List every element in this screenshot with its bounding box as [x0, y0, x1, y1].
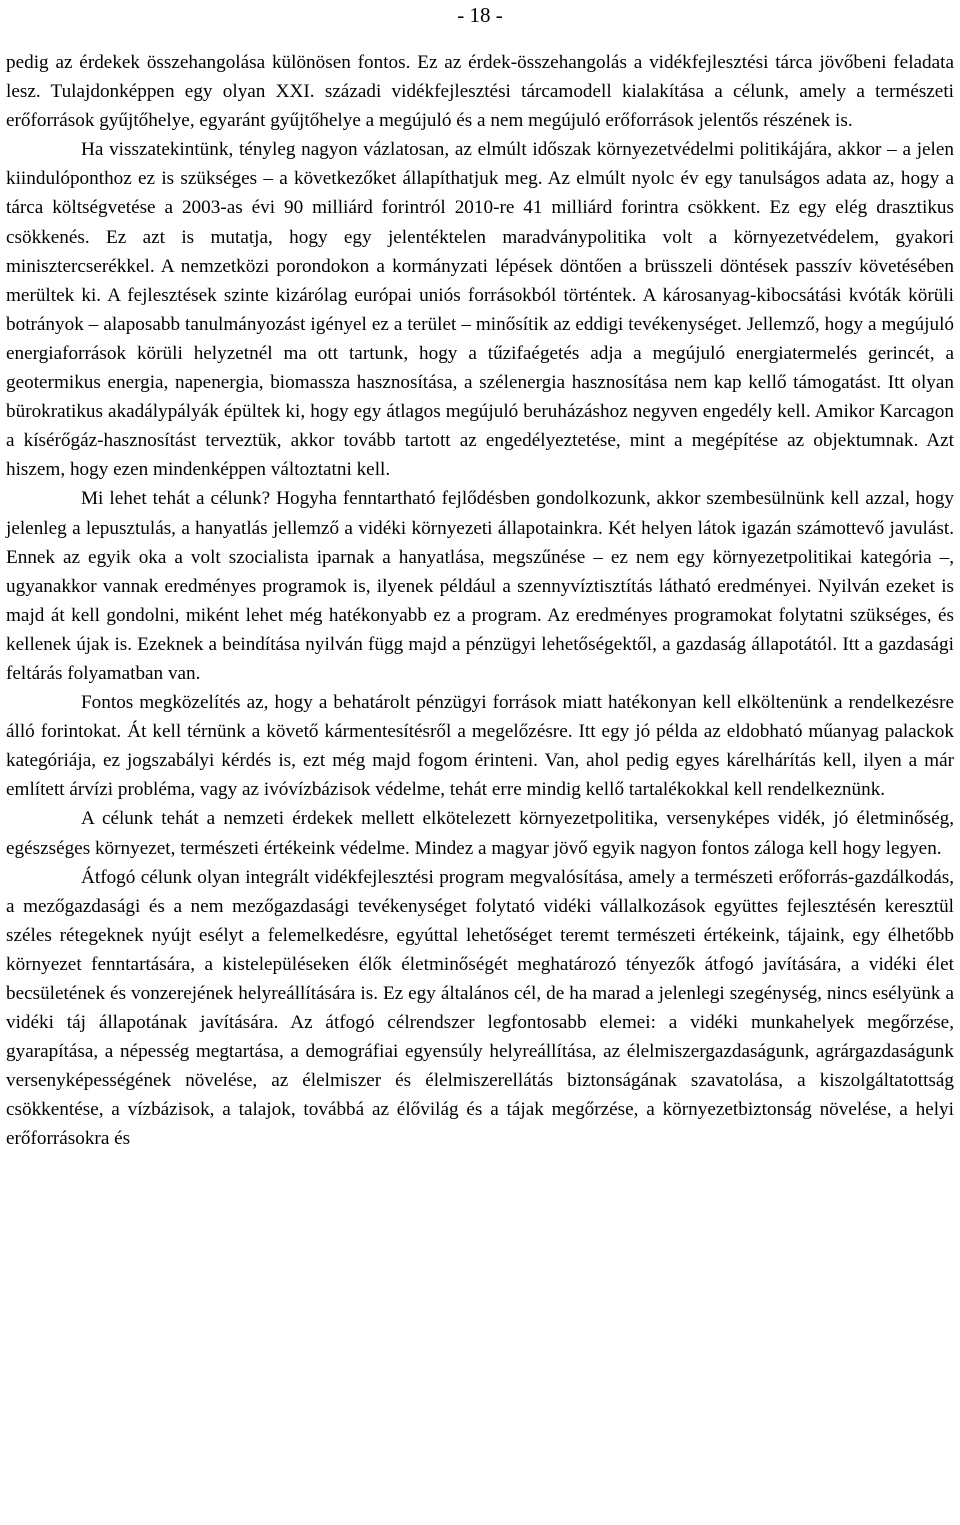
paragraph-4: Fontos megközelítés az, hogy a behatárolt pénzügyi források miatt hatékonyan kell elköltenünk a rendelkezésre álló forintokat. Át kell térnünk a követő kármentesítésről a megelőzésre. Itt egy jó példa az eldobható műanyag palackok kategóriája, ez jogszabályi kérdés is, ezt még majd fogom érinteni. Van, ahol pedig egyes kárelhárítás kell, ilyen a már említett árvízi probléma, vagy az ivóvízbázisok védelme, tehát erre mindig kellő tartalékokkal kell rendelkeznünk.	[6, 692, 954, 801]
document-body	[6, 48, 954, 1154]
paragraph-6: Átfogó célunk olyan integrált vidékfejlesztési program megvalósítása, amely a természeti erőforrás-gazdálkodás, a mezőgazdasági és a nem mezőgazdasági tevékenységet folytató vidéki vállalkozások együttes fejlesztésén keresztül széles rétegeknek nyújt esélyt a felemelkedésre, egyúttal lehetőséget teremt természeti értékeink, tájaink, egy élhetőbb környezet fenntartására, a kistelepüléseken élők életminőségét meghatározó tényezők átfogó javítására, a vidéki élet becsületének és vonzerejének helyreállítására is. Ez egy általános cél, de ha marad a jelenlegi szegénység, nincs esélyünk a vidéki táj állapotának javítására. Az átfogó célrendszer legfontosabb elemei: a vidéki munkahelyek megőrzése, gyarapítása, a népesség megtartása, a demográfiai egyensúly helyreállítása, az élelmiszergazdaságunk, agrárgazdaságunk versenyképességének növelése, az élelmiszer és élelmiszerellátás biztonságának szavatolása, a kiszolgáltatottság csökkentése, a vízbázisok, a talajok, továbbá az élővilág és a tájak megőrzése, a környezetbiztonság növelése, a helyi erőforrásokra és	[6, 866, 954, 1150]
paragraph-3: Mi lehet tehát a célunk? Hogyha fenntartható fejlődésben gondolkozunk, akkor szembesülnünk kell azzal, hogy jelenleg a lepusztulás, a hanyatlás jellemző a vidéki környezeti állapotainkra. Két helyen látok igazán számottevő javulást. Ennek az egyik oka a volt szocialista iparnak a hanyatlása, megszűnése – ez nem egy környezetpolitikai kategória –, ugyanakkor vannak eredményes programok is, ilyenek például a szennyvíztisztítás látható eredményei. Nyilván ezeket is majd át kell gondolni, miként lehet még hatékonyabb ez a program. Az eredményes programokat folytatni szükséges, és kellenek újak is. Ezeknek a beindítása nyilván függ majd a pénzügyi lehetőségektől, a gazdaság állapotától. Itt a gazdasági feltárás folyamatban van.	[6, 488, 954, 684]
paragraph-5: A célunk tehát a nemzeti érdekek mellett elkötelezett környezetpolitika, versenyképes vidék, jó életminőség, egészséges környezet, természeti értékeink védelme. Mindez a magyar jövő egyik nagyon fontos záloga kell hogy legyen.	[6, 808, 954, 859]
page-number: - 18 -	[457, 3, 503, 27]
paragraph-2: Ha visszatekintünk, tényleg nagyon vázlatosan, az elmúlt időszak környezetvédelmi politikájára, akkor – a jelen kiindulóponthoz ez is szükséges – a következőket állapíthatjuk meg. Az elmúlt nyolc év egy tanulságos adata az, hogy a tárca költségvetése a 2003-as évi 90 milliárd forintról 2010-re 41 milliárd forintra csökkent. Ez egy elég drasztikus csökkenés. Ez azt is mutatja, hogy egy jelentéktelen maradványpolitika volt a környezetvédelem, gyakori minisztercserékkel. A nemzetközi porondokon a kormányzati lépések döntően a brüsszeli döntések passzív követésében merültek ki. A fejlesztések szinte kizárólag európai uniós forrásokból történtek. A károsanyag-kibocsátási kvóták körüli botrányok – alaposabb tanulmányozást igényel ez a terület – minősítik az eddigi tevékenységet. Jellemző, hogy a megújuló energiaforrások körüli helyzetnél ma ott tartunk, hogy a tűzifaégetés adja a megújuló energiatermelés gerincét, a geotermikus energia, napenergia, biomassza hasznosítása, a szélenergia hasznosítása nem kap kellő támogatást. Itt olyan bürokratikus akadálypályák épültek ki, hogy egy átlagos megújuló beruházáshoz negyven engedély kell. Amikor Karcagon a kísérőgáz-hasznosítást terveztük, akkor tovább tartott az engedélyeztetése, mint a megépítése az objektumnak. Azt hiszem, hogy ezen mindenképpen változtatni kell.	[6, 139, 954, 481]
paragraph-1: pedig az érdekek összehangolása különösen fontos. Ez az érdek-összehangolás a vidékfejlesztési tárca jövőbeni feladata lesz. Tulajdonképpen egy olyan XXI. századi vidékfejlesztési tárcamodell kialakítása a célunk, amely a természeti erőforrások gyűjtőhelye, egyaránt gyűjtőhelye a megújuló és a nem megújuló erőforrások jelentős részének is.	[6, 52, 954, 132]
